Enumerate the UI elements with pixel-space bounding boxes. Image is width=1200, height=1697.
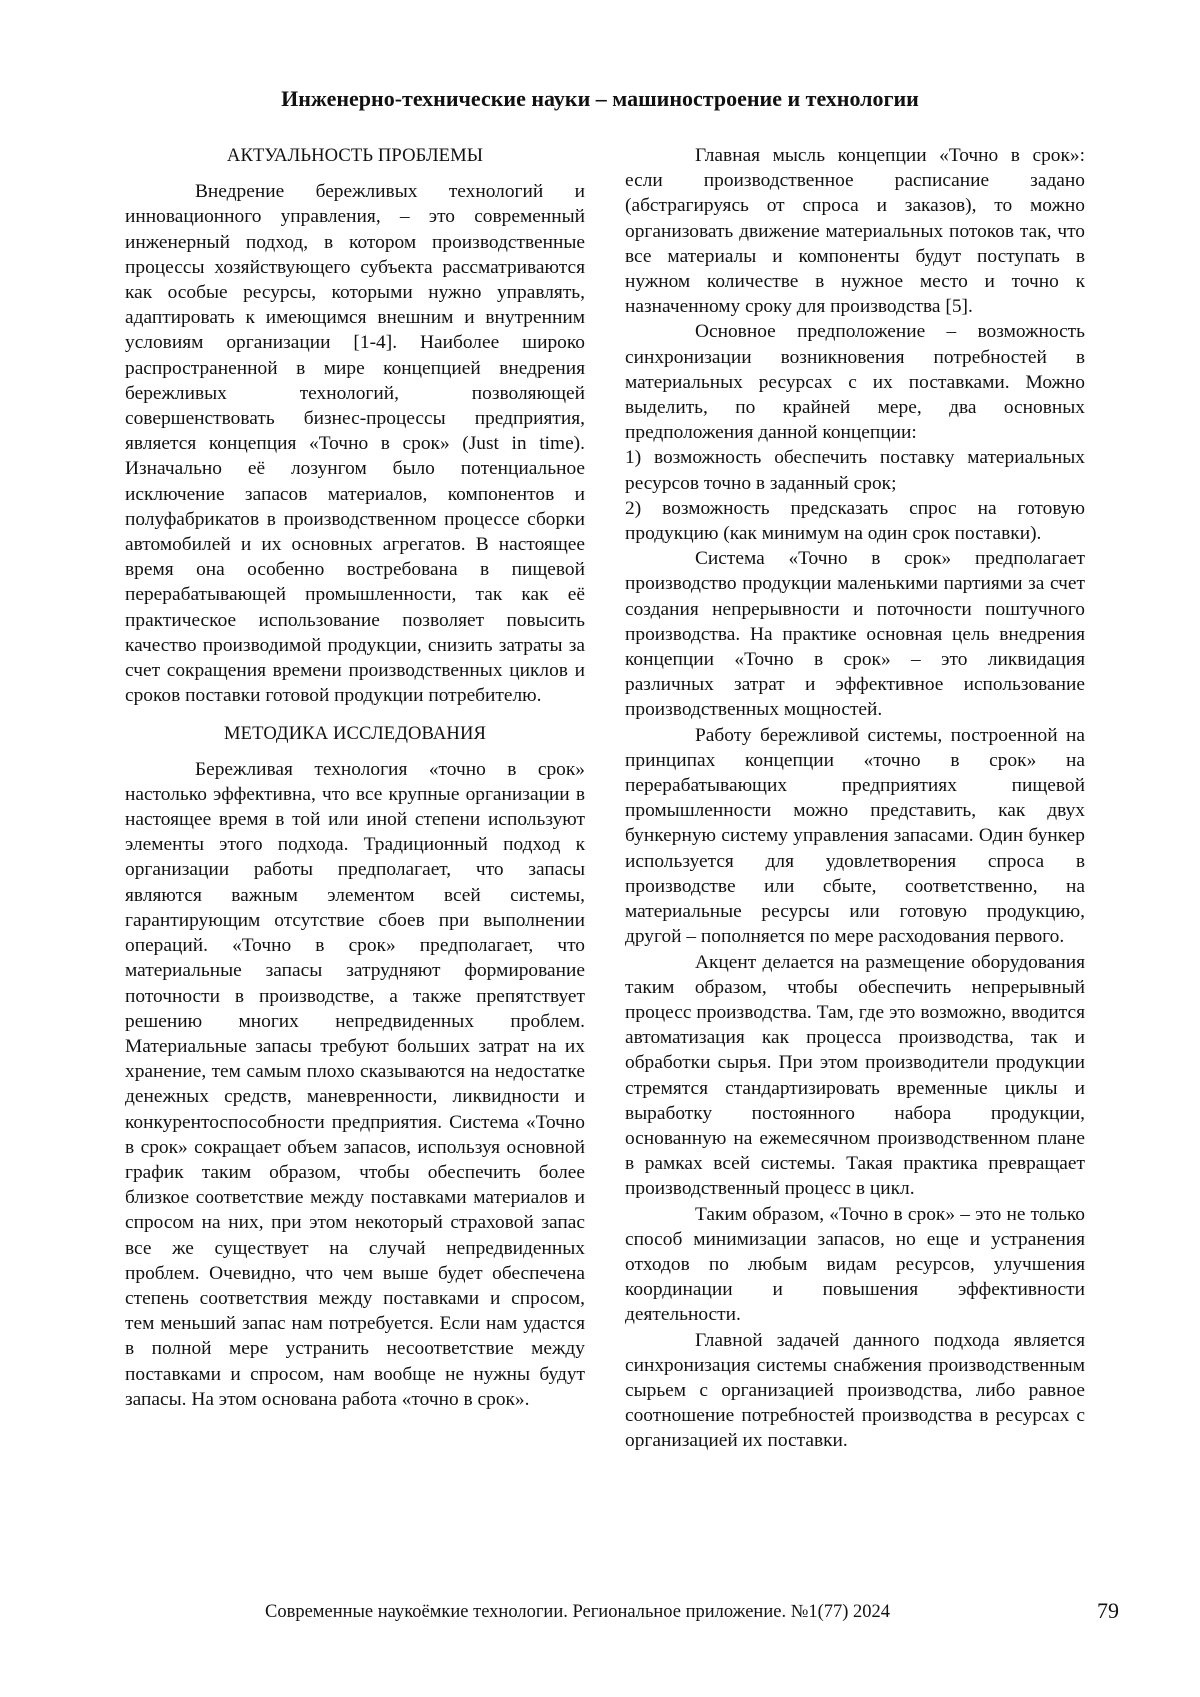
paragraph: Работу бережливой системы, построенной на принципах концепции «точно в срок» на перерабатывающих предприятиях пищевой промышленности можно представить, как двух бункерную систему управления запасами. Один бункер используется для удовлетворения спроса в производстве или сбыте, соответственно, на материальные ресурсы или готовую продукцию, другой – пополняется по мере расходования первого. bbox=[625, 724, 1085, 948]
paragraph: Главная мысль концепции «Точно в срок»: если производственное расписание задано (абстрагируясь от спроса и заказов), то можно организовать движение материальных потоков так, что все материалы и компоненты будут поступать в нужном количестве в нужное место и точно к назначенному сроку для производства [5]. bbox=[625, 145, 1085, 318]
paragraph: Система «Точно в срок» предполагает производство продукции маленькими партиями за счет создания непрерывности и поточности поштучного производства. На практике основная цель внедрения концепции «Точно в срок» – это ликвидация различных затрат и эффективное использование производственных мощностей. bbox=[625, 548, 1085, 721]
paragraph: Акцент делается на размещение оборудования таким образом, чтобы обеспечить непрерывный процесс производства. Там, где это возможно, вводится автоматизация как процесса производства, так и обработки сырья. При этом производители продукции стремятся стандартизировать временные циклы и выработку постоянного набора продукции, основанную на ежемесячном производственном плане в рамках всей системы. Такая практика превращает производственный процесс в цикл. bbox=[625, 951, 1085, 1200]
section-title-relevance: АКТУАЛЬНОСТЬ ПРОБЛЕМЫ bbox=[226, 145, 484, 166]
page-header-title: Инженерно-технические науки – машиностроение и технологии bbox=[281, 86, 919, 111]
paragraph: Основное предположение – возможность синхронизации возникновения потребностей в материальных ресурсах с их поставками. Можно выделить, по крайней мере, два основных предположения данной концепции: bbox=[625, 321, 1085, 444]
paragraph: Бережливая технология «точно в срок» настолько эффективна, что все крупные организации в настоящее время в той или иной степени используют элементы этого подхода. Традиционный подход к организации работы предполагает, что запасы являются важным элементом всей системы, гарантирующим отсутствие сбоев при выполнении операций. «Точно в срок» предполагает, что материальные запасы затрудняют формирование поточности в производстве, а также препятствует решению многих непредвиденных проблем. Материальные запасы требуют больших затрат на их хранение, тем самым плохо сказываются на недостатке денежных средств, маневренности, ликвидности и конкурентоспособности предприятия. Система «Точно в срок» сокращает объем запасов, используя основной график таким образом, чтобы обеспечить более близкое соответствие между поставками материалов и спросом на них, при этом некоторый страховой запас все же существует на случай непредвиденных проблем. Очевидно, что чем выше будет обеспечена степень соответствия между поставками и спросом, тем меньший запас нам потребуется. Если нам удастся в полной мере устранить несоответствие между поставками и спросом, нам вообще не нужны будут запасы. На этом основана работа «точно в срок». bbox=[125, 758, 585, 1410]
section-title-methodology: МЕТОДИКА ИССЛЕДОВАНИЯ bbox=[224, 723, 486, 745]
list-item: 1) возможность обеспечить поставку материальных ресурсов точно в заданный срок; bbox=[625, 447, 1085, 494]
paragraph: Таким образом, «Точно в срок» – это не только способ минимизации запасов, но еще и устранения отходов по любым видам ресурсов, улучшения координации и повышения эффективности деятельности. bbox=[625, 1203, 1085, 1326]
right-column bbox=[625, 143, 1085, 1454]
page-number: 79 bbox=[1097, 1598, 1119, 1623]
paragraph: Главной задачей данного подхода является синхронизация системы снабжения производственным сырьем с организацией производства, либо равное соотношение потребностей производства в ресурсах с организацией их поставки. bbox=[625, 1329, 1085, 1452]
left-column bbox=[125, 143, 585, 1412]
list-item: 2) возможность предсказать спрос на готовую продукцию (как минимум на один срок поставки). bbox=[625, 497, 1085, 545]
paragraph: Внедрение бережливых технологий и инновационного управления, – это современный инженерный подход, в котором производственные процессы хозяйствующего субъекта рассматриваются как особые ресурсы, которыми нужно управлять, адаптировать к имеющимся внешним и внутренним условиям организации [1-4]. Наиболее широко распространенной в мире концепцией внедрения бережливых технологий, позволяющей совершенствовать бизнес-процессы предприятия, является концепция «Точно в срок» (Just in time). Изначально её лозунгом было потенциальное исключение запасов материалов, компонентов и полуфабрикатов в производственном процессе сборки автомобилей и их основных агрегатов. В настоящее время она особенно востребована в пищевой перерабатывающей промышленности, так как её практическое использование позволяет повысить качество производимой продукции, снизить затраты за счет сокращения времени производственных циклов и сроков поставки готовой продукции потребителю. bbox=[125, 181, 585, 707]
journal-footer: Современные наукоёмкие технологии. Региональное приложение. №1(77) 2024 bbox=[265, 1602, 891, 1622]
